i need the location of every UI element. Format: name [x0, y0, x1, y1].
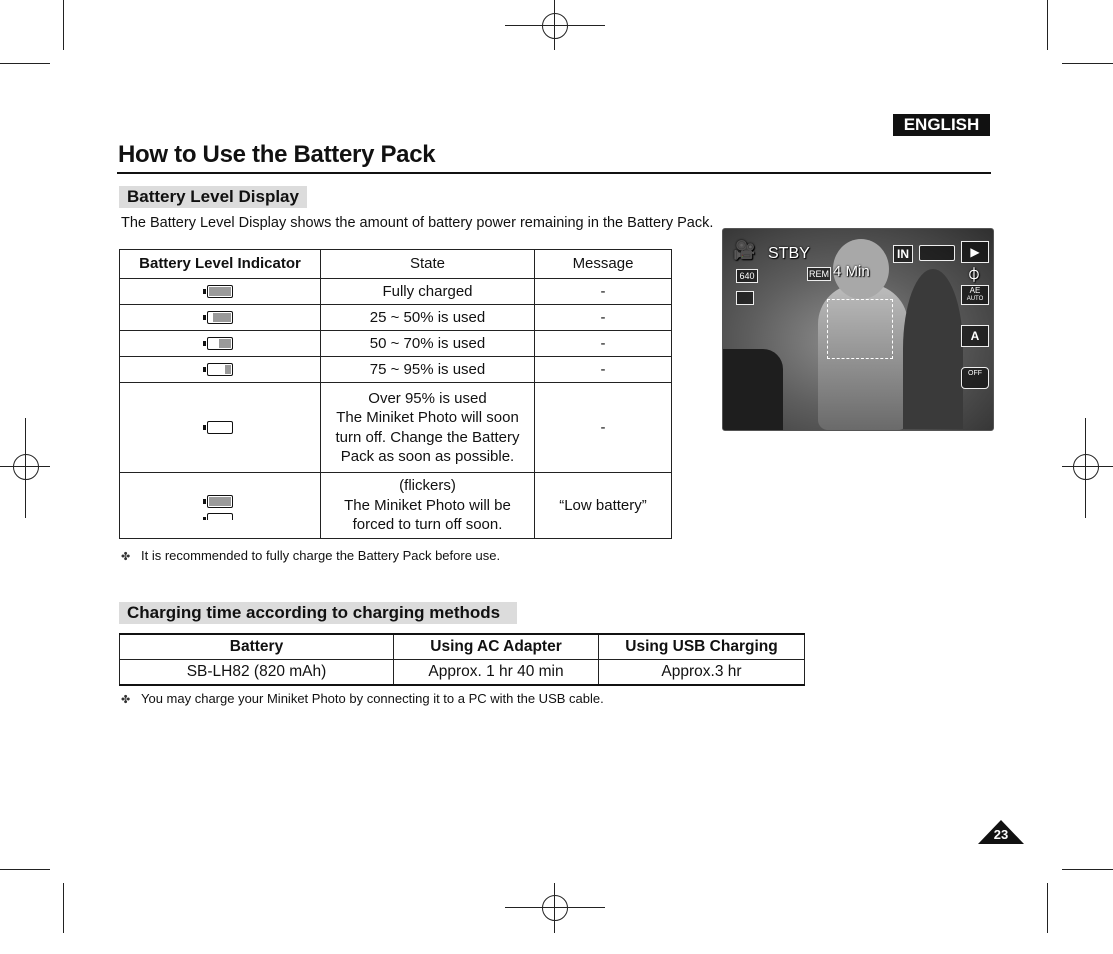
charging-note [121, 691, 604, 706]
note-text: It is recommended to fully charge the Battery Pack before use. [141, 548, 501, 563]
state-line: Over 95% is used [368, 389, 487, 407]
state-cell: 75 ~ 95% is used [321, 357, 535, 383]
state-line: Pack as soon as possible. [340, 448, 515, 465]
language-badge: ENGLISH [893, 114, 990, 136]
charging-table [119, 633, 805, 686]
state-line: The Miniket Photo will be [344, 496, 511, 514]
memory-indicator: IN [893, 245, 913, 263]
section-title-battery-level: Battery Level Display [119, 186, 307, 208]
registration-circle [542, 895, 568, 921]
focus-mode-icon [736, 291, 754, 305]
message-cell: - [535, 383, 672, 473]
column-header: Using AC Adapter [394, 634, 599, 660]
battery-level-table [119, 249, 672, 539]
state-line: (flickers) [399, 477, 456, 495]
state-cell [321, 473, 535, 539]
message-cell: - [535, 279, 672, 305]
message-cell: - [535, 331, 672, 357]
mode-status: STBY [768, 245, 810, 262]
state-line: forced to turn off soon. [352, 516, 503, 534]
page-number: 23 [993, 827, 1009, 842]
car-shape [723, 349, 783, 430]
bullet-icon: ✤ [121, 694, 131, 706]
battery-empty-icon [207, 421, 233, 434]
battery-status-icon [919, 245, 955, 261]
column-header: Message [535, 250, 672, 279]
crop-mark [63, 883, 64, 933]
column-header: Battery Level Indicator [120, 250, 321, 279]
stabilizer-icon: ⏀ [967, 267, 981, 283]
ae-mode-icon[interactable] [961, 285, 989, 305]
table-row [120, 331, 672, 357]
bullet-icon: ✤ [121, 551, 131, 563]
state-line: turn off. Change the Battery [335, 428, 520, 446]
remaining-label: REM [809, 269, 829, 279]
battery-50-icon [207, 337, 233, 350]
hand-off-icon[interactable]: OFF [961, 367, 989, 389]
note-text: You may charge your Miniket Photo by connecting it to a PC with the USB cable. [141, 691, 604, 706]
battery-75-icon [207, 311, 233, 324]
crop-mark [63, 0, 64, 50]
battery-note [121, 548, 500, 563]
crop-mark [1047, 0, 1048, 50]
table-row [120, 357, 672, 383]
resolution-badge: 640 [736, 269, 758, 283]
state-cell: 50 ~ 70% is used [321, 331, 535, 357]
message-cell: - [535, 305, 672, 331]
table-row [120, 383, 672, 473]
usb-time-cell: Approx.3 hr [599, 660, 805, 686]
section-title-charging: Charging time according to charging methods [119, 602, 517, 624]
table-row [120, 660, 805, 686]
table-row [120, 279, 672, 305]
ac-time-cell: Approx. 1 hr 40 min [394, 660, 599, 686]
crop-mark [1047, 883, 1048, 933]
message-cell: “Low battery” [535, 473, 672, 539]
battery-flicker-icon [120, 473, 321, 539]
crop-mark [0, 869, 50, 870]
column-header: State [321, 250, 535, 279]
page-title: How to Use the Battery Pack [118, 141, 436, 168]
registration-circle [1073, 454, 1099, 480]
column-header: Using USB Charging [599, 634, 805, 660]
battery-model-cell: SB-LH82 (820 mAh) [120, 660, 394, 686]
remaining-time: 4 Min [833, 263, 870, 280]
white-balance-icon[interactable]: A [961, 325, 989, 347]
message-cell: - [535, 357, 672, 383]
column-header: Battery [120, 634, 394, 660]
ae-sub-label: AUTO [966, 296, 984, 302]
title-divider [117, 172, 991, 174]
tree-shape [903, 269, 963, 429]
battery-full-icon [207, 285, 233, 298]
state-cell: Fully charged [321, 279, 535, 305]
state-cell: 25 ~ 50% is used [321, 305, 535, 331]
crop-mark [1062, 63, 1113, 64]
registration-circle [13, 454, 39, 480]
table-row [120, 305, 672, 331]
state-line: The Miniket Photo will soon [336, 409, 519, 426]
playback-icon[interactable]: ▶ [961, 241, 989, 263]
registration-circle [542, 13, 568, 39]
ae-label: AE [969, 286, 981, 295]
table-row [120, 473, 672, 539]
movie-mode-icon: 🎥 [733, 240, 756, 260]
crop-mark [0, 63, 50, 64]
state-cell [321, 383, 535, 473]
battery-25-icon [207, 363, 233, 376]
crop-mark [1062, 869, 1113, 870]
camera-lcd-image [722, 228, 994, 431]
intro-text: The Battery Level Display shows the amount of battery power remaining in the Battery Pack. [121, 215, 714, 231]
focus-frame [827, 299, 893, 359]
